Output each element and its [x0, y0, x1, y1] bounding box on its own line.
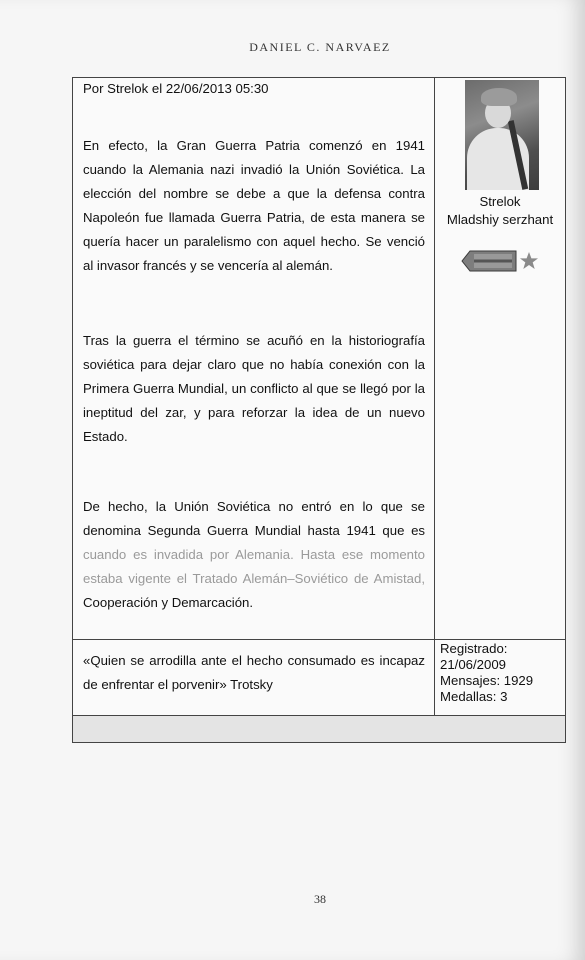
post-paragraph: En efecto, la Gran Guerra Patria comenzó en 1941 cuando la Alemania nazi invadió la Unión Soviética. La elección del nombre se debe a que la defensa contra Napoleón fue llamada Guerra Patria, de esta manera se quería hacer un paralelismo con aquel hecho. Se venció al invasor francés y se vencería al alemán.	[83, 138, 425, 273]
post-meta: Por Strelok el 22/06/2013 05:30	[83, 81, 269, 96]
user-panel	[435, 78, 565, 639]
medal-count: Medallas: 3	[440, 689, 508, 704]
registered-date: 21/06/2009	[440, 657, 507, 672]
avatar[interactable]	[465, 80, 539, 190]
username[interactable]: Strelok	[479, 194, 521, 209]
post-footer-bar	[73, 716, 565, 742]
forum-post	[72, 77, 566, 743]
star-icon	[520, 252, 538, 269]
faded-text: cuando es invadida por Alemania. Hasta ese momento estaba vigente el Tratado Alemán–Soviético de Amistad,	[83, 547, 425, 586]
page-header: DANIEL C. NARVAEZ	[249, 40, 391, 54]
user-rank: Mladshiy serzhant	[446, 212, 554, 227]
post-paragraph: Tras la guerra el término se acuñó en la historiografía soviética para dejar claro que no había conexión con la Primera Guerra Mundial, un conflicto al que se llegó por la ineptitud del zar, y para reforzar la idea de un nuevo Estado.	[83, 333, 425, 444]
paragraph-text: Cooperación y Demarcación.	[83, 595, 254, 610]
user-stats	[440, 641, 564, 705]
paragraph-text: De hecho, la Unión Soviética no entró en lo que se denomina Segunda Guerra Mundial hasta 1941 que es	[83, 499, 425, 538]
page-number: 38	[314, 892, 326, 906]
rank-insignia-icon	[460, 248, 542, 274]
registered-label: Registrado:	[440, 641, 508, 656]
row-divider	[73, 639, 565, 640]
message-count: Mensajes: 1929	[440, 673, 534, 688]
post-signature: «Quien se arrodilla ante el hecho consumado es incapaz de enfrentar el porvenir» Trotsky	[83, 653, 425, 692]
post-paragraph	[83, 495, 425, 615]
